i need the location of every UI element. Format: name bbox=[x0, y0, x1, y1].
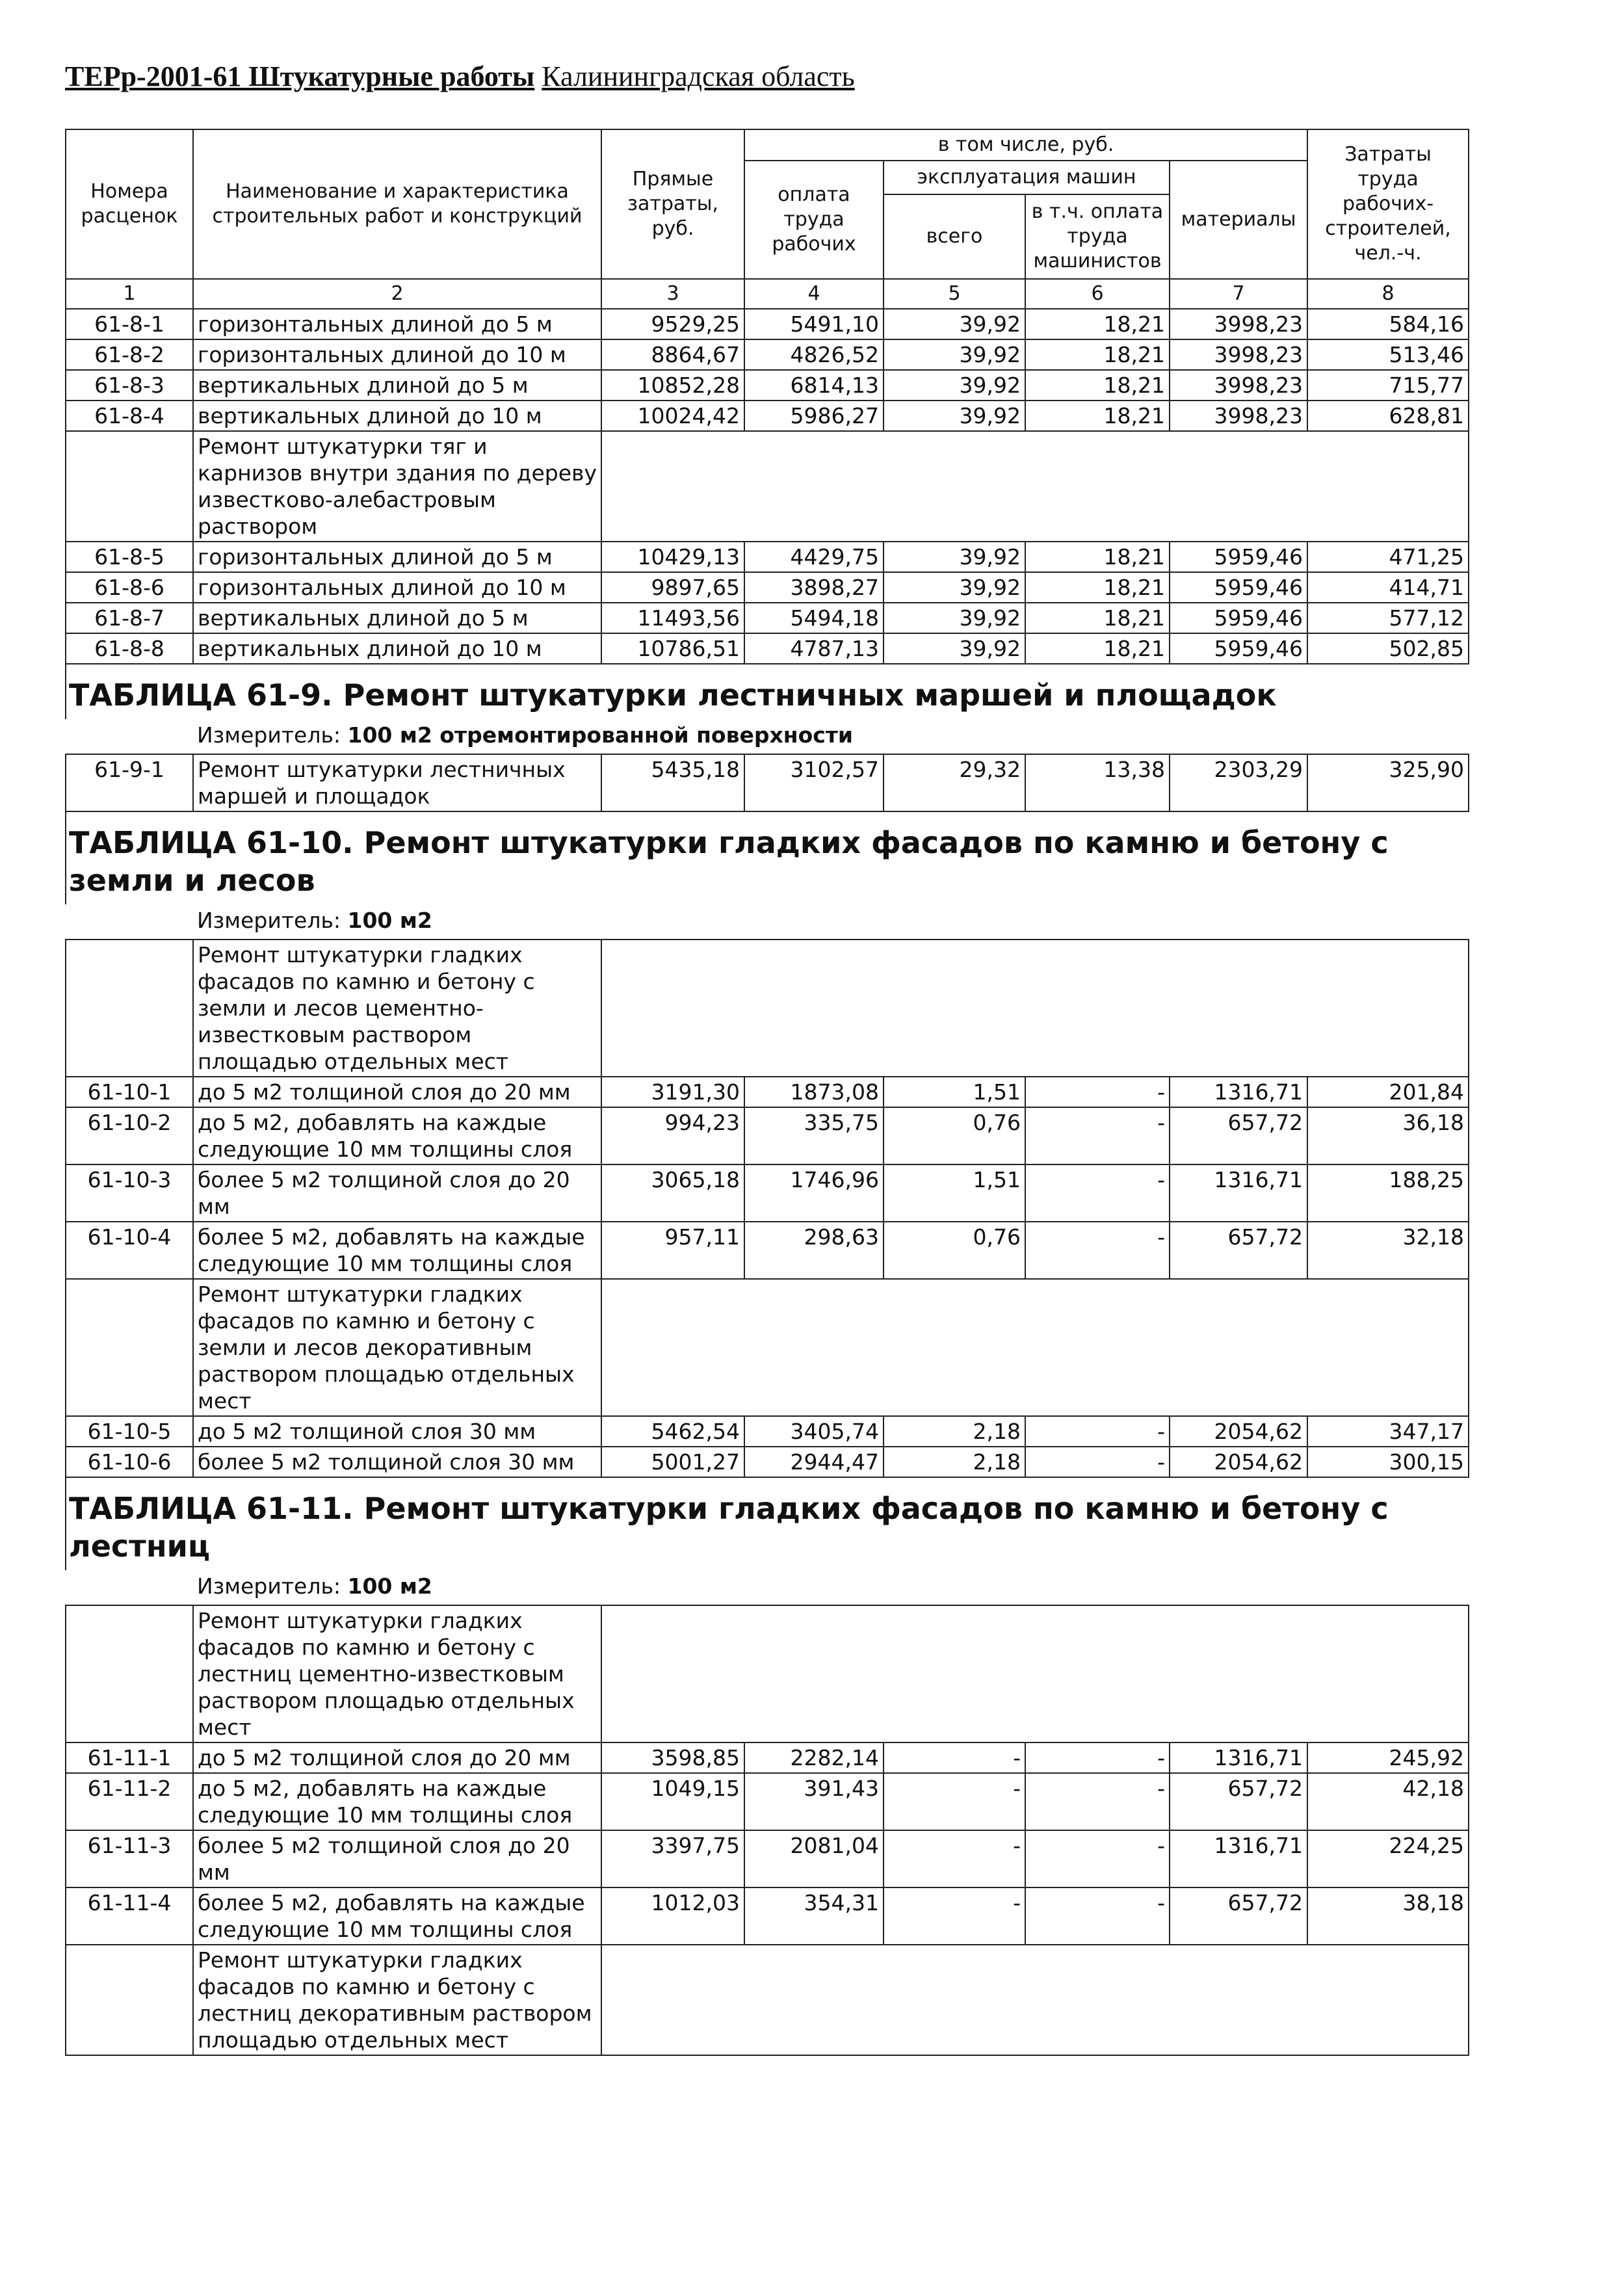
cost-value: 188,25 bbox=[1307, 1164, 1469, 1222]
table-row bbox=[66, 1773, 1469, 1830]
column-number-row bbox=[66, 279, 1469, 309]
cost-value: 502,85 bbox=[1307, 633, 1469, 664]
section-heading-row bbox=[66, 1945, 1469, 2055]
col-direct-header: Прямые затраты, руб. bbox=[601, 129, 744, 279]
cost-value: 577,12 bbox=[1307, 603, 1469, 633]
table-row bbox=[66, 1107, 1469, 1164]
cost-value: 224,25 bbox=[1307, 1830, 1469, 1887]
unit-label: Измеритель: bbox=[197, 722, 348, 748]
unit-cell bbox=[193, 1570, 1469, 1605]
section-heading: Ремонт штукатурки тяг и карнизов внутри здания по дереву известково-алебастровым раствором bbox=[193, 431, 601, 542]
work-description: горизонтальных длиной до 5 м bbox=[193, 309, 601, 339]
section-filler bbox=[601, 1605, 1469, 1742]
cost-value: 298,63 bbox=[744, 1222, 884, 1279]
cost-value: 39,92 bbox=[884, 603, 1025, 633]
cost-value: 513,46 bbox=[1307, 339, 1469, 370]
rates-table bbox=[65, 308, 1469, 2056]
col-machines-total-header: всего bbox=[884, 194, 1025, 279]
section-code-cell bbox=[66, 431, 193, 542]
table-row bbox=[66, 309, 1469, 339]
cost-value: 6814,13 bbox=[744, 370, 884, 401]
cost-value: 10024,42 bbox=[601, 401, 744, 431]
table-row bbox=[66, 754, 1469, 811]
cost-value: 1746,96 bbox=[744, 1164, 884, 1222]
work-description: более 5 м2, добавлять на каждые следующие 10 мм толщины слоя bbox=[193, 1222, 601, 1279]
rate-code: 61-10-5 bbox=[66, 1416, 193, 1447]
table-row bbox=[66, 633, 1469, 664]
rate-code: 61-8-4 bbox=[66, 401, 193, 431]
unit-label: Измеритель: bbox=[197, 1573, 348, 1599]
cost-value: 38,18 bbox=[1307, 1887, 1469, 1945]
cost-value: 657,72 bbox=[1170, 1222, 1307, 1279]
cost-value: 2282,14 bbox=[744, 1742, 884, 1773]
cost-value: 2081,04 bbox=[744, 1830, 884, 1887]
col-machines-labor-header: в т.ч. оплата труда машинистов bbox=[1025, 194, 1170, 279]
cost-value: 5001,27 bbox=[601, 1447, 744, 1477]
cost-value: 39,92 bbox=[884, 542, 1025, 572]
work-description: вертикальных длиной до 10 м bbox=[193, 633, 601, 664]
work-description: горизонтальных длиной до 10 м bbox=[193, 339, 601, 370]
section-code-cell bbox=[66, 1279, 193, 1416]
table-title: ТАБЛИЦА 61-9. Ремонт штукатурки лестничных маршей и площадок bbox=[66, 664, 1469, 719]
rate-code: 61-10-6 bbox=[66, 1447, 193, 1477]
column-number: 5 bbox=[884, 279, 1025, 309]
cost-value: 201,84 bbox=[1307, 1077, 1469, 1107]
cost-value: - bbox=[1025, 1416, 1170, 1447]
rate-code: 61-8-7 bbox=[66, 603, 193, 633]
cost-value: 1012,03 bbox=[601, 1887, 744, 1945]
cost-value: 3998,23 bbox=[1170, 339, 1307, 370]
rate-code: 61-10-2 bbox=[66, 1107, 193, 1164]
document-header bbox=[65, 60, 855, 93]
cost-value: 994,23 bbox=[601, 1107, 744, 1164]
cost-value: 1049,15 bbox=[601, 1773, 744, 1830]
cost-value: 11493,56 bbox=[601, 603, 744, 633]
cost-value: 5986,27 bbox=[744, 401, 884, 431]
table-title-row bbox=[66, 1477, 1469, 1570]
column-number: 6 bbox=[1025, 279, 1170, 309]
cost-value: 245,92 bbox=[1307, 1742, 1469, 1773]
cost-value: 2303,29 bbox=[1170, 754, 1307, 811]
cost-value: 3998,23 bbox=[1170, 309, 1307, 339]
cost-value: - bbox=[1025, 1830, 1170, 1887]
cost-value: 2054,62 bbox=[1170, 1447, 1307, 1477]
cost-value: - bbox=[1025, 1887, 1170, 1945]
cost-value: 2054,62 bbox=[1170, 1416, 1307, 1447]
work-description: вертикальных длиной до 10 м bbox=[193, 401, 601, 431]
column-number: 1 bbox=[66, 279, 193, 309]
cost-value: 5462,54 bbox=[601, 1416, 744, 1447]
cost-value: 39,92 bbox=[884, 309, 1025, 339]
cost-value: 5494,18 bbox=[744, 603, 884, 633]
table-row bbox=[66, 1416, 1469, 1447]
section-code-cell bbox=[66, 1945, 193, 2055]
cost-value: 0,76 bbox=[884, 1107, 1025, 1164]
section-heading: Ремонт штукатурки гладких фасадов по камню и бетону с земли и лесов цементно-известковым раствором площадью отдельных мест bbox=[193, 940, 601, 1077]
cost-value: 18,21 bbox=[1025, 633, 1170, 664]
table-row bbox=[66, 542, 1469, 572]
table-title-row bbox=[66, 811, 1469, 904]
cost-value: 5959,46 bbox=[1170, 572, 1307, 603]
unit-value: 100 м2 bbox=[347, 908, 432, 933]
unit-spacer bbox=[66, 719, 193, 754]
cost-value: 3397,75 bbox=[601, 1830, 744, 1887]
cost-value: 39,92 bbox=[884, 370, 1025, 401]
cost-value: 1316,71 bbox=[1170, 1742, 1307, 1773]
cost-value: 657,72 bbox=[1170, 1107, 1307, 1164]
cost-value: 414,71 bbox=[1307, 572, 1469, 603]
unit-label: Измеритель: bbox=[197, 908, 348, 933]
cost-value: - bbox=[884, 1830, 1025, 1887]
work-description: вертикальных длиной до 5 м bbox=[193, 603, 601, 633]
cost-value: 36,18 bbox=[1307, 1107, 1469, 1164]
cost-value: 715,77 bbox=[1307, 370, 1469, 401]
cost-value: 39,92 bbox=[884, 339, 1025, 370]
cost-value: 471,25 bbox=[1307, 542, 1469, 572]
unit-value: 100 м2 отремонтированной поверхности bbox=[347, 722, 854, 748]
cost-value: 18,21 bbox=[1025, 603, 1170, 633]
cost-value: - bbox=[1025, 1164, 1170, 1222]
cost-value: 10429,13 bbox=[601, 542, 744, 572]
col-materials-header: материалы bbox=[1170, 161, 1307, 279]
rate-code: 61-11-3 bbox=[66, 1830, 193, 1887]
section-filler bbox=[601, 431, 1469, 542]
cost-value: 0,76 bbox=[884, 1222, 1025, 1279]
work-description: вертикальных длиной до 5 м bbox=[193, 370, 601, 401]
collection-title: ТЕРр-2001-61 Штукатурные работы bbox=[65, 60, 535, 92]
unit-row bbox=[66, 719, 1469, 754]
work-description: Ремонт штукатурки лестничных маршей и площадок bbox=[193, 754, 601, 811]
cost-value: - bbox=[1025, 1742, 1170, 1773]
cost-value: 3191,30 bbox=[601, 1077, 744, 1107]
unit-cell bbox=[193, 904, 1469, 940]
table-row bbox=[66, 339, 1469, 370]
cost-value: - bbox=[1025, 1773, 1170, 1830]
cost-value: 657,72 bbox=[1170, 1887, 1307, 1945]
work-description: более 5 м2 толщиной слоя 30 мм bbox=[193, 1447, 601, 1477]
rate-code: 61-9-1 bbox=[66, 754, 193, 811]
cost-value: 1316,71 bbox=[1170, 1164, 1307, 1222]
cost-value: 3405,74 bbox=[744, 1416, 884, 1447]
cost-value: 3598,85 bbox=[601, 1742, 744, 1773]
cost-value: 3898,27 bbox=[744, 572, 884, 603]
cost-value: 391,43 bbox=[744, 1773, 884, 1830]
work-description: горизонтальных длиной до 5 м bbox=[193, 542, 601, 572]
cost-value: 628,81 bbox=[1307, 401, 1469, 431]
table-title-row bbox=[66, 664, 1469, 719]
rate-code: 61-8-5 bbox=[66, 542, 193, 572]
table-row bbox=[66, 1164, 1469, 1222]
cost-value: - bbox=[884, 1742, 1025, 1773]
column-number: 4 bbox=[744, 279, 884, 309]
section-heading-row bbox=[66, 431, 1469, 542]
table-title: ТАБЛИЦА 61-10. Ремонт штукатурки гладких фасадов по камню и бетону с земли и лесов bbox=[66, 811, 1469, 904]
cost-value: 1,51 bbox=[884, 1077, 1025, 1107]
work-description: горизонтальных длиной до 10 м bbox=[193, 572, 601, 603]
rate-code: 61-11-1 bbox=[66, 1742, 193, 1773]
cost-value: 5491,10 bbox=[744, 309, 884, 339]
unit-spacer bbox=[66, 1570, 193, 1605]
rate-code: 61-8-8 bbox=[66, 633, 193, 664]
table-row bbox=[66, 1830, 1469, 1887]
cost-value: 3102,57 bbox=[744, 754, 884, 811]
region-name: Калининградская область bbox=[542, 60, 855, 92]
table-title: ТАБЛИЦА 61-11. Ремонт штукатурки гладких фасадов по камню и бетону с лестниц bbox=[66, 1477, 1469, 1570]
section-filler bbox=[601, 1945, 1469, 2055]
cost-value: 18,21 bbox=[1025, 339, 1170, 370]
cost-value: 5959,46 bbox=[1170, 542, 1307, 572]
rate-code: 61-8-3 bbox=[66, 370, 193, 401]
cost-value: 39,92 bbox=[884, 633, 1025, 664]
work-description: до 5 м2, добавлять на каждые следующие 10 мм толщины слоя bbox=[193, 1773, 601, 1830]
column-header-table bbox=[65, 129, 1469, 309]
cost-value: 4826,52 bbox=[744, 339, 884, 370]
work-description: до 5 м2 толщиной слоя 30 мм bbox=[193, 1416, 601, 1447]
work-description: до 5 м2 толщиной слоя до 20 мм bbox=[193, 1077, 601, 1107]
cost-value: 18,21 bbox=[1025, 542, 1170, 572]
rates-table-body bbox=[66, 309, 1469, 2055]
cost-value: 13,38 bbox=[1025, 754, 1170, 811]
col-machines-header: эксплуатация машин bbox=[884, 161, 1170, 194]
cost-value: 5435,18 bbox=[601, 754, 744, 811]
cost-value: 42,18 bbox=[1307, 1773, 1469, 1830]
table-row bbox=[66, 1742, 1469, 1773]
col-hours-header: Затраты труда рабочих-строителей, чел.-ч. bbox=[1307, 129, 1469, 279]
unit-row bbox=[66, 904, 1469, 940]
cost-value: - bbox=[884, 1773, 1025, 1830]
work-description: до 5 м2 толщиной слоя до 20 мм bbox=[193, 1742, 601, 1773]
cost-value: 18,21 bbox=[1025, 309, 1170, 339]
cost-value: - bbox=[884, 1887, 1025, 1945]
cost-value: - bbox=[1025, 1077, 1170, 1107]
rate-code: 61-11-2 bbox=[66, 1773, 193, 1830]
table-row bbox=[66, 401, 1469, 431]
section-heading-row bbox=[66, 1605, 1469, 1742]
rate-code: 61-8-6 bbox=[66, 572, 193, 603]
rate-code: 61-10-4 bbox=[66, 1222, 193, 1279]
cost-value: 335,75 bbox=[744, 1107, 884, 1164]
cost-value: 18,21 bbox=[1025, 401, 1170, 431]
col-incl-header: в том числе, руб. bbox=[744, 129, 1307, 161]
unit-spacer bbox=[66, 904, 193, 940]
section-heading-row bbox=[66, 1279, 1469, 1416]
cost-value: 354,31 bbox=[744, 1887, 884, 1945]
cost-value: 8864,67 bbox=[601, 339, 744, 370]
cost-value: - bbox=[1025, 1107, 1170, 1164]
cost-value: 18,21 bbox=[1025, 572, 1170, 603]
table-row bbox=[66, 1447, 1469, 1477]
rate-code: 61-10-1 bbox=[66, 1077, 193, 1107]
column-number: 7 bbox=[1170, 279, 1307, 309]
cost-value: 10852,28 bbox=[601, 370, 744, 401]
section-heading: Ремонт штукатурки гладких фасадов по камню и бетону с земли и лесов декоративным раствором площадью отдельных мест bbox=[193, 1279, 601, 1416]
cost-value: 4429,75 bbox=[744, 542, 884, 572]
col-code-header: Номера расценок bbox=[66, 129, 193, 279]
cost-value: 3998,23 bbox=[1170, 401, 1307, 431]
section-filler bbox=[601, 940, 1469, 1077]
cost-value: 18,21 bbox=[1025, 370, 1170, 401]
unit-row bbox=[66, 1570, 1469, 1605]
cost-value: - bbox=[1025, 1222, 1170, 1279]
cost-value: 10786,51 bbox=[601, 633, 744, 664]
rate-code: 61-10-3 bbox=[66, 1164, 193, 1222]
section-code-cell bbox=[66, 940, 193, 1077]
cost-value: - bbox=[1025, 1447, 1170, 1477]
section-heading-row bbox=[66, 940, 1469, 1077]
cost-value: 347,17 bbox=[1307, 1416, 1469, 1447]
cost-value: 584,16 bbox=[1307, 309, 1469, 339]
cost-value: 2,18 bbox=[884, 1447, 1025, 1477]
cost-value: 325,90 bbox=[1307, 754, 1469, 811]
table-row bbox=[66, 572, 1469, 603]
cost-value: 4787,13 bbox=[744, 633, 884, 664]
cost-value: 5959,46 bbox=[1170, 603, 1307, 633]
rate-code: 61-11-4 bbox=[66, 1887, 193, 1945]
cost-value: 9897,65 bbox=[601, 572, 744, 603]
cost-value: 1,51 bbox=[884, 1164, 1025, 1222]
cost-value: 2,18 bbox=[884, 1416, 1025, 1447]
work-description: до 5 м2, добавлять на каждые следующие 10 мм толщины слоя bbox=[193, 1107, 601, 1164]
rate-code: 61-8-1 bbox=[66, 309, 193, 339]
col-name-header: Наименование и характеристика строительных работ и конструкций bbox=[193, 129, 601, 279]
table-row bbox=[66, 1222, 1469, 1279]
unit-cell bbox=[193, 719, 1469, 754]
cost-value: 1316,71 bbox=[1170, 1077, 1307, 1107]
rate-code: 61-8-2 bbox=[66, 339, 193, 370]
cost-value: 2944,47 bbox=[744, 1447, 884, 1477]
cost-value: 9529,25 bbox=[601, 309, 744, 339]
unit-value: 100 м2 bbox=[347, 1573, 432, 1599]
cost-value: 3998,23 bbox=[1170, 370, 1307, 401]
cost-value: 300,15 bbox=[1307, 1447, 1469, 1477]
cost-value: 5959,46 bbox=[1170, 633, 1307, 664]
cost-value: 1316,71 bbox=[1170, 1830, 1307, 1887]
column-number: 2 bbox=[193, 279, 601, 309]
work-description: более 5 м2 толщиной слоя до 20 мм bbox=[193, 1164, 601, 1222]
work-description: более 5 м2 толщиной слоя до 20 мм bbox=[193, 1830, 601, 1887]
column-number: 3 bbox=[601, 279, 744, 309]
cost-value: 3065,18 bbox=[601, 1164, 744, 1222]
section-heading: Ремонт штукатурки гладких фасадов по камню и бетону с лестниц декоративным раствором площадью отдельных мест bbox=[193, 1945, 601, 2055]
cost-value: 32,18 bbox=[1307, 1222, 1469, 1279]
section-heading: Ремонт штукатурки гладких фасадов по камню и бетону с лестниц цементно-известковым раствором площадью отдельных мест bbox=[193, 1605, 601, 1742]
column-number: 8 bbox=[1307, 279, 1469, 309]
cost-value: 29,32 bbox=[884, 754, 1025, 811]
cost-value: 657,72 bbox=[1170, 1773, 1307, 1830]
cost-value: 1873,08 bbox=[744, 1077, 884, 1107]
section-filler bbox=[601, 1279, 1469, 1416]
table-row bbox=[66, 603, 1469, 633]
table-row bbox=[66, 1077, 1469, 1107]
col-labor-header: оплата труда рабочих bbox=[744, 161, 884, 279]
cost-value: 39,92 bbox=[884, 401, 1025, 431]
cost-value: 957,11 bbox=[601, 1222, 744, 1279]
section-code-cell bbox=[66, 1605, 193, 1742]
cost-value: 39,92 bbox=[884, 572, 1025, 603]
table-row bbox=[66, 1887, 1469, 1945]
table-row bbox=[66, 370, 1469, 401]
work-description: более 5 м2, добавлять на каждые следующие 10 мм толщины слоя bbox=[193, 1887, 601, 1945]
